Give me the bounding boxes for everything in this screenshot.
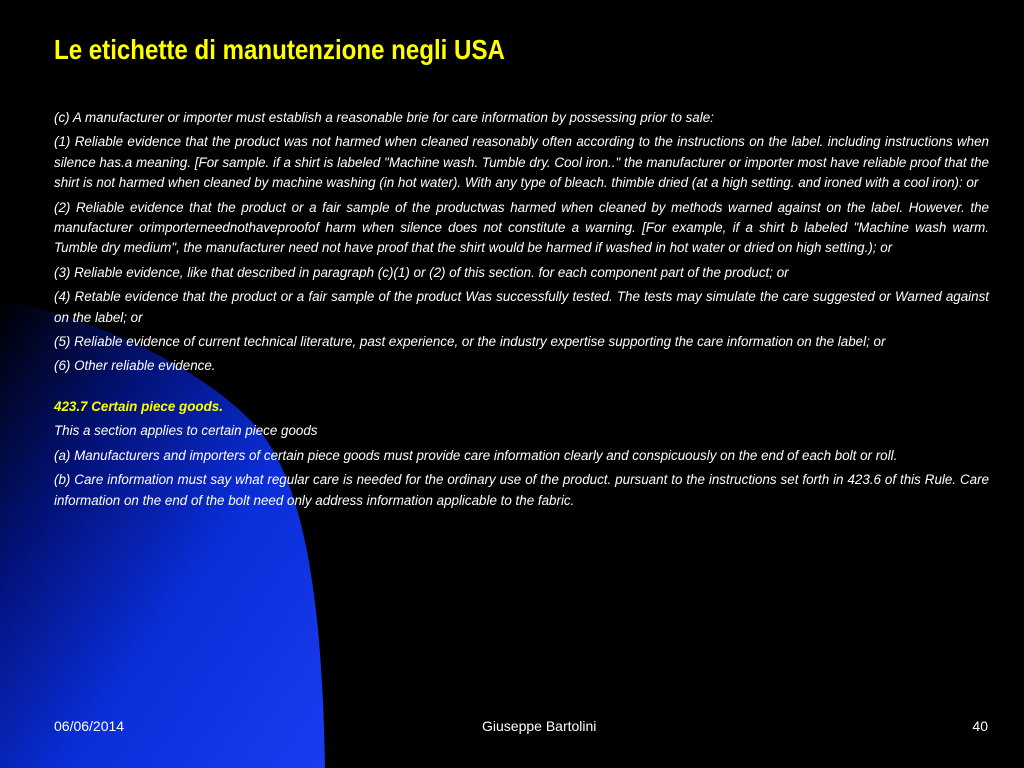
section-heading: 423.7 Certain piece goods. xyxy=(54,398,223,414)
paragraph-3: (3) Reliable evidence, like that described in paragraph (c)(1) or (2) of this section. for each component part of the product; or xyxy=(54,264,789,280)
paragraph-1: (1) Reliable evidence that the product was not harmed when cleaned reasonably often according to the instructions on the label. including instructions when silence has.a meaning. [For sample. if a shirt is labeled "Machine wash. Tumble dry. Cool iron.." the manufacturer or importer most have reliable proof that the shirt is not harmed when cleaned by machine washing (in hot water). With any type of bleach. thimble dried (at a high setting. and ironed with a cool iron): or xyxy=(54,134,989,191)
section-paragraph-a: (a) Manufacturers and importers of certain piece goods must provide care information clearly and conspicuously on the end of each bolt or roll. xyxy=(54,447,898,463)
footer-author: Giuseppe Bartolini xyxy=(482,718,597,734)
section-intro: This a section applies to certain piece goods xyxy=(54,423,318,439)
paragraph-c-intro: (c) A manufacturer or importer must establish a reasonable brie for care information by possessing prior to sale: xyxy=(54,110,714,125)
paragraph-6: (6) Other reliable evidence. xyxy=(54,358,216,374)
footer-page-number: 40 xyxy=(972,718,988,734)
paragraph-5: (5) Reliable evidence of current technical literature, past experience, or the industry expertise supporting the care information on the label; or xyxy=(54,334,886,350)
section-paragraph-b: (b) Care information must say what regular care is needed for the ordinary use of the product. pursuant to the instructions set forth in 423.6 of this Rule. Care information on the end of the bolt need only address information applicable to the fabric. xyxy=(54,472,989,508)
paragraph-4: (4) Retable evidence that the product or a fair sample of the product Was successfully tested. The tests may simulate the care suggested or Warned against on the label; or xyxy=(54,289,989,325)
paragraph-2: (2) Reliable evidence that the product or a fair sample of the productwas harmed when cleaned by methods warned against on the label. However. the manufacturer orimporterneednothaveproofof harm when silence does not constitute a warning. [For example, if a shirt b labeled "Machine wash warm. Tumble dry medium", the manufacturer need not have proof that the shirt would be harmed if washed in hot water or dried on high setting.); or xyxy=(54,199,989,256)
footer-date: 06/06/2014 xyxy=(54,718,125,734)
slide-title: Le etichette di manutenzione negli USA xyxy=(54,34,505,65)
slide-body xyxy=(54,108,989,515)
